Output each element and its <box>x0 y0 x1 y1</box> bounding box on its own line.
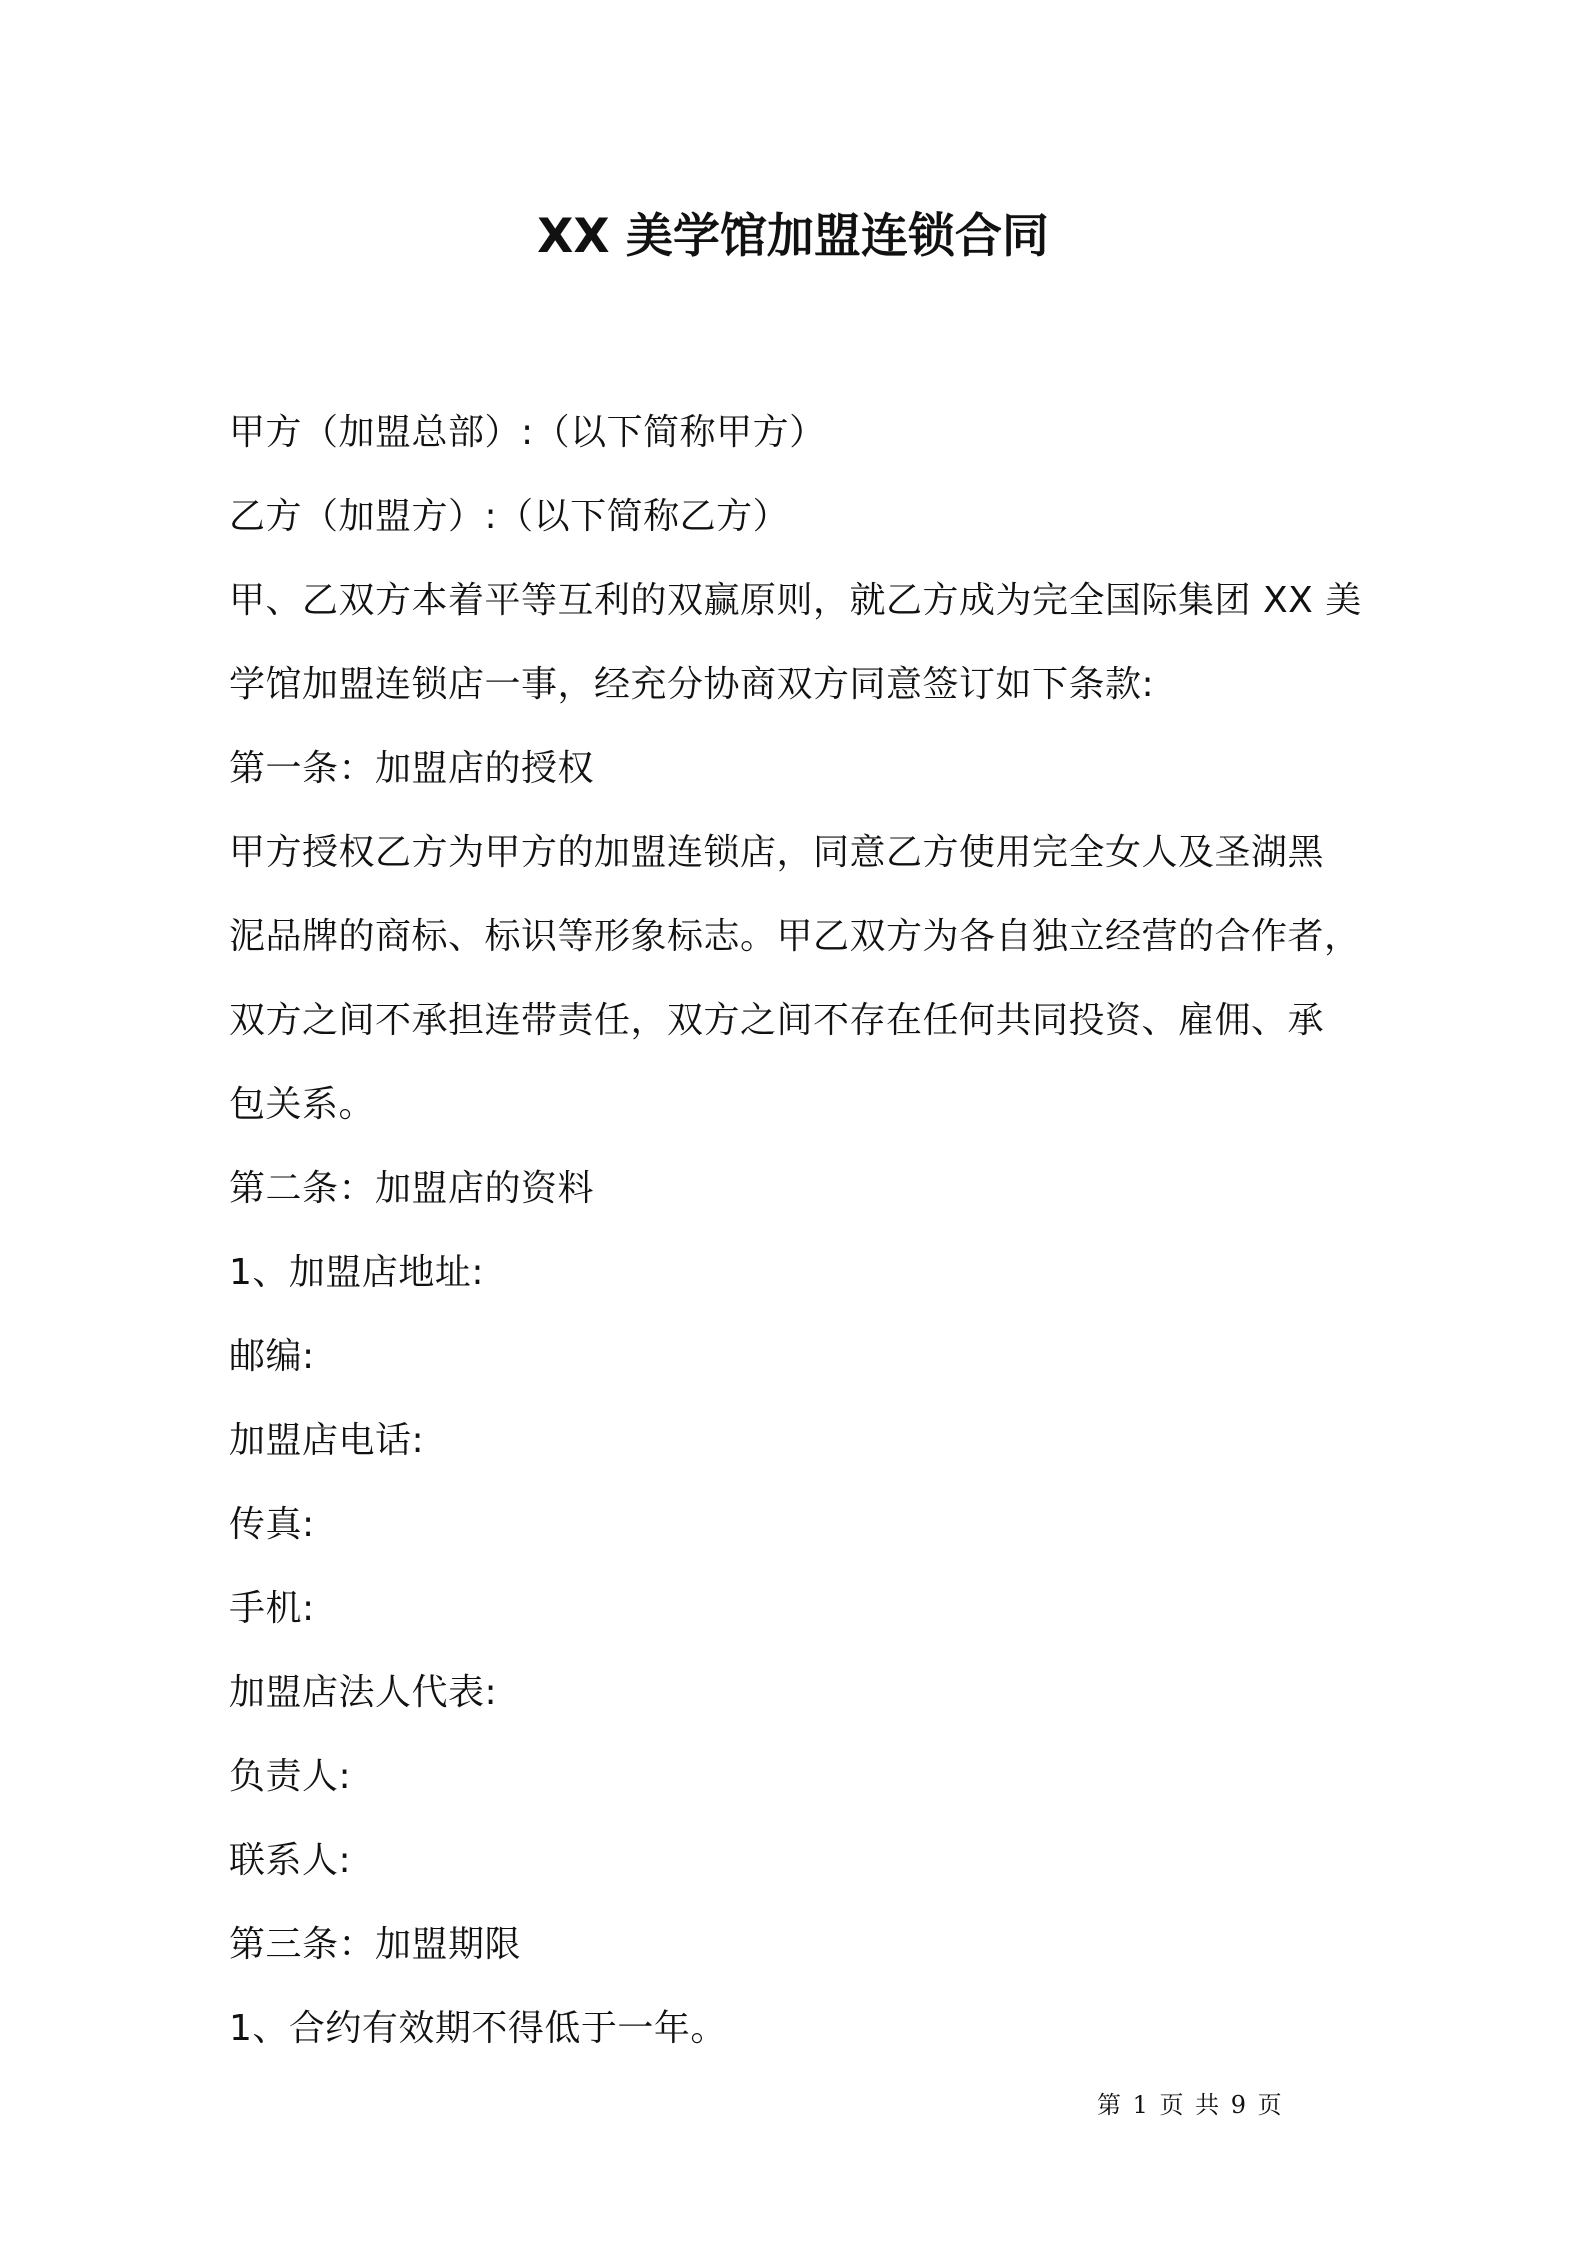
article-2-heading: 第二条：加盟店的资料 <box>229 1168 595 1209</box>
article-3-heading: 第三条：加盟期限 <box>229 1924 522 1965</box>
party-a-line: 甲方（加盟总部）:（以下简称甲方） <box>229 412 826 453</box>
postcode-field: 邮编: <box>229 1336 315 1377</box>
fax-field: 传真: <box>229 1504 315 1545</box>
store-phone-field: 加盟店电话: <box>229 1420 425 1461</box>
preamble-line-2: 学馆加盟连锁店一事，经充分协商双方同意签订如下条款: <box>229 664 1155 705</box>
article-1-text-line-2: 泥品牌的商标、标识等形象标志。甲乙双方为各自独立经营的合作者， <box>229 916 1361 957</box>
preamble-line-1: 甲、乙双方本着平等互利的双赢原则，就乙方成为完全国际集团 XX 美 <box>229 580 1362 621</box>
contact-person-field: 联系人: <box>229 1840 352 1881</box>
article-1-text-line-1: 甲方授权乙方为甲方的加盟连锁店，同意乙方使用完全女人及圣湖黑 <box>229 832 1325 873</box>
article-1-heading: 第一条：加盟店的授权 <box>229 748 595 789</box>
mobile-field: 手机: <box>229 1588 315 1629</box>
document-title: XX 美学馆加盟连锁合同 <box>537 209 1049 264</box>
article-1-text-line-4: 包关系。 <box>229 1084 376 1125</box>
store-address-field: 1、加盟店地址: <box>229 1252 485 1293</box>
party-b-line: 乙方（加盟方）:（以下简称乙方） <box>229 496 790 537</box>
article-1-text-line-3: 双方之间不承担连带责任，双方之间不存在任何共同投资、雇佣、承 <box>229 1000 1325 1041</box>
page-number-footer: 第 1 页 共 9 页 <box>1097 2091 1284 2119</box>
article-3-clause-1: 1、合约有效期不得低于一年。 <box>229 2008 727 2049</box>
legal-representative-field: 加盟店法人代表: <box>229 1672 498 1713</box>
person-in-charge-field: 负责人: <box>229 1756 352 1797</box>
